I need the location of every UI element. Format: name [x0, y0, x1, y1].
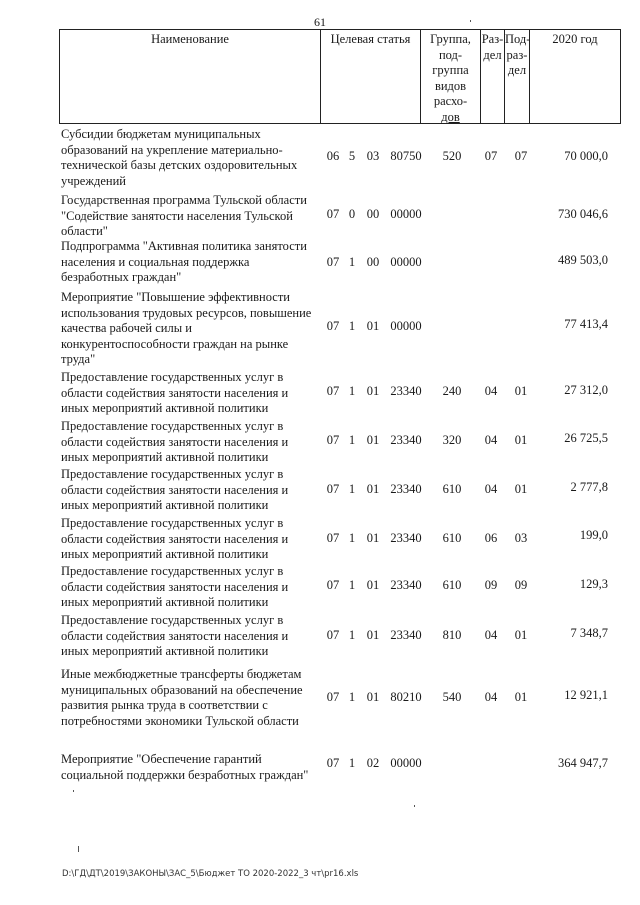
row-main-event-code: 01: [366, 433, 380, 447]
row-name: Предоставление государственных услуг в области содействия занятости населения и иных мероприятий активной политики: [61, 516, 289, 561]
row-main-event-code: 00: [366, 207, 380, 221]
scan-speck: [73, 790, 74, 792]
row-main-event-code: 03: [366, 149, 380, 163]
row-main-event-code: 01: [366, 384, 380, 398]
row-program-code: 07: [326, 384, 340, 398]
header-subsection-line: дел: [507, 63, 527, 77]
row-amount: 199,0: [579, 528, 608, 542]
row-amount: 77 413,4: [564, 317, 608, 331]
header-subsection-line: раз-: [506, 47, 528, 62]
table-header: [59, 29, 621, 124]
row-program-code: 07: [326, 628, 340, 642]
header-expense-group: [421, 30, 481, 123]
row-subsection: 01: [514, 628, 528, 642]
row-amount: 364 947,7: [558, 756, 608, 770]
row-section: 06: [484, 531, 498, 545]
header-expense-group-line: видов: [434, 78, 467, 93]
row-subprogram-code: 1: [348, 531, 356, 545]
row-amount: 129,3: [579, 577, 608, 591]
row-name: Субсидии бюджетам муниципальных образований на укрепление материально- технической базы детских оздоровительных учреждений: [61, 127, 298, 188]
row-name: Предоставление государственных услуг в области содействия занятости населения и иных мероприятий активной политики: [61, 564, 289, 609]
row-direction-code: 00000: [390, 207, 422, 221]
row-section: 04: [484, 433, 498, 447]
header-subsection-line: Под-: [505, 32, 531, 46]
header-expense-group-line: дов: [441, 109, 460, 124]
row-expense-group: 540: [442, 690, 462, 704]
scan-speck: [78, 846, 79, 852]
row-direction-code: 00000: [390, 756, 422, 770]
row-name: Государственная программа Тульской области "Содействие занятости населения Тульской области": [61, 193, 307, 238]
header-expense-group-line: группа: [432, 63, 469, 77]
row-section: 07: [484, 149, 498, 163]
row-amount: 26 725,5: [564, 431, 608, 445]
row-direction-code: 00000: [390, 255, 422, 269]
row-amount: 7 348,7: [570, 626, 608, 640]
row-program-code: 07: [326, 756, 340, 770]
row-expense-group: 610: [442, 531, 462, 545]
row-program-code: 07: [326, 433, 340, 447]
row-name: Предоставление государственных услуг в области содействия занятости населения и иных мероприятий активной политики: [61, 613, 289, 658]
row-direction-code: 23340: [390, 482, 422, 496]
row-name: Подпрограмма "Активная политика занятости населения и социальная поддержка безработных граждан": [61, 239, 307, 284]
row-amount: 2 777,8: [570, 480, 608, 494]
row-direction-code: 23340: [390, 433, 422, 447]
row-main-event-code: 01: [366, 690, 380, 704]
row-subprogram-code: 1: [348, 482, 356, 496]
footer-file-path: D:\ГД\ДТ\2019\ЗАКОНЫ\ЗАС_5\Бюджет ТО 2020-2022_3 чт\pr16.xls: [62, 869, 359, 879]
scan-speck: [470, 20, 471, 22]
row-amount: 27 312,0: [564, 383, 608, 397]
row-name: Предоставление государственных услуг в области содействия занятости населения и иных мероприятий активной политики: [61, 370, 289, 415]
row-main-event-code: 00: [366, 255, 380, 269]
header-expense-group-line: под-: [438, 47, 463, 62]
row-amount: 489 503,0: [558, 253, 608, 267]
row-subprogram-code: 5: [348, 149, 356, 163]
row-direction-code: 23340: [390, 384, 422, 398]
header-section: [481, 30, 505, 123]
row-main-event-code: 01: [366, 319, 380, 333]
row-main-event-code: 01: [366, 482, 380, 496]
row-section: 04: [484, 384, 498, 398]
row-name: Предоставление государственных услуг в области содействия занятости населения и иных мероприятий активной политики: [61, 467, 289, 512]
row-main-event-code: 01: [366, 531, 380, 545]
row-subsection: 01: [514, 690, 528, 704]
row-subsection: 01: [514, 384, 528, 398]
row-subsection: 09: [514, 578, 528, 592]
row-direction-code: 23340: [390, 628, 422, 642]
row-program-code: 07: [326, 482, 340, 496]
row-amount: 730 046,6: [558, 207, 608, 221]
row-section: 04: [484, 690, 498, 704]
row-amount: 70 000,0: [564, 149, 608, 163]
header-section-line: дел: [483, 47, 502, 62]
row-main-event-code: 02: [366, 756, 380, 770]
header-year: 2020 год: [552, 32, 598, 46]
row-subprogram-code: 1: [348, 690, 356, 704]
row-expense-group: 240: [442, 384, 462, 398]
row-section: 04: [484, 482, 498, 496]
row-subsection: 03: [514, 531, 528, 545]
row-section: 09: [484, 578, 498, 592]
header-section-line: Раз-: [481, 32, 504, 46]
row-subprogram-code: 1: [348, 578, 356, 592]
row-amount: 12 921,1: [564, 688, 608, 702]
row-main-event-code: 01: [366, 628, 380, 642]
row-subprogram-code: 1: [348, 384, 356, 398]
row-expense-group: 610: [442, 578, 462, 592]
row-program-code: 07: [326, 319, 340, 333]
row-direction-code: 80210: [390, 690, 422, 704]
row-program-code: 07: [326, 531, 340, 545]
row-section: 04: [484, 628, 498, 642]
row-subprogram-code: 1: [348, 433, 356, 447]
row-expense-group: 520: [442, 149, 462, 163]
header-target-article: Целевая статья: [321, 30, 421, 123]
row-program-code: 07: [326, 255, 340, 269]
row-name: Мероприятие "Повышение эффективности использования трудовых ресурсов, повышение качества рабочей силы и конкурентоспособности граждан на рынке труда": [61, 290, 312, 366]
scan-speck: [414, 805, 415, 807]
row-expense-group: 610: [442, 482, 462, 496]
row-subprogram-code: 1: [348, 319, 356, 333]
row-main-event-code: 01: [366, 578, 380, 592]
row-direction-code: 80750: [390, 149, 422, 163]
row-program-code: 07: [326, 690, 340, 704]
row-subprogram-code: 1: [348, 628, 356, 642]
row-subsection: 01: [514, 433, 528, 447]
header-subsection: [505, 30, 530, 123]
row-program-code: 07: [326, 207, 340, 221]
row-name: Предоставление государственных услуг в области содействия занятости населения и иных мероприятий активной политики: [61, 419, 289, 464]
header-expense-group-line: расхо-: [433, 94, 468, 108]
header-name: Наименование: [60, 30, 321, 123]
row-subsection: 07: [514, 149, 528, 163]
row-name: Иные межбюджетные трансферты бюджетам муниципальных образований на обеспечение развития рынка труда в соответствии с потребностями экономики Тульской области: [61, 667, 303, 728]
row-subsection: 01: [514, 482, 528, 496]
row-expense-group: 320: [442, 433, 462, 447]
row-subprogram-code: 0: [348, 207, 356, 221]
header-expense-group-line: Группа,: [430, 32, 471, 46]
page-number: 61: [314, 15, 326, 29]
row-program-code: 06: [326, 149, 340, 163]
row-subprogram-code: 1: [348, 255, 356, 269]
row-subprogram-code: 1: [348, 756, 356, 770]
row-direction-code: 00000: [390, 319, 422, 333]
row-expense-group: 810: [442, 628, 462, 642]
row-direction-code: 23340: [390, 578, 422, 592]
row-name: Мероприятие "Обеспечение гарантий социальной поддержки безработных граждан": [61, 752, 309, 782]
row-program-code: 07: [326, 578, 340, 592]
row-direction-code: 23340: [390, 531, 422, 545]
